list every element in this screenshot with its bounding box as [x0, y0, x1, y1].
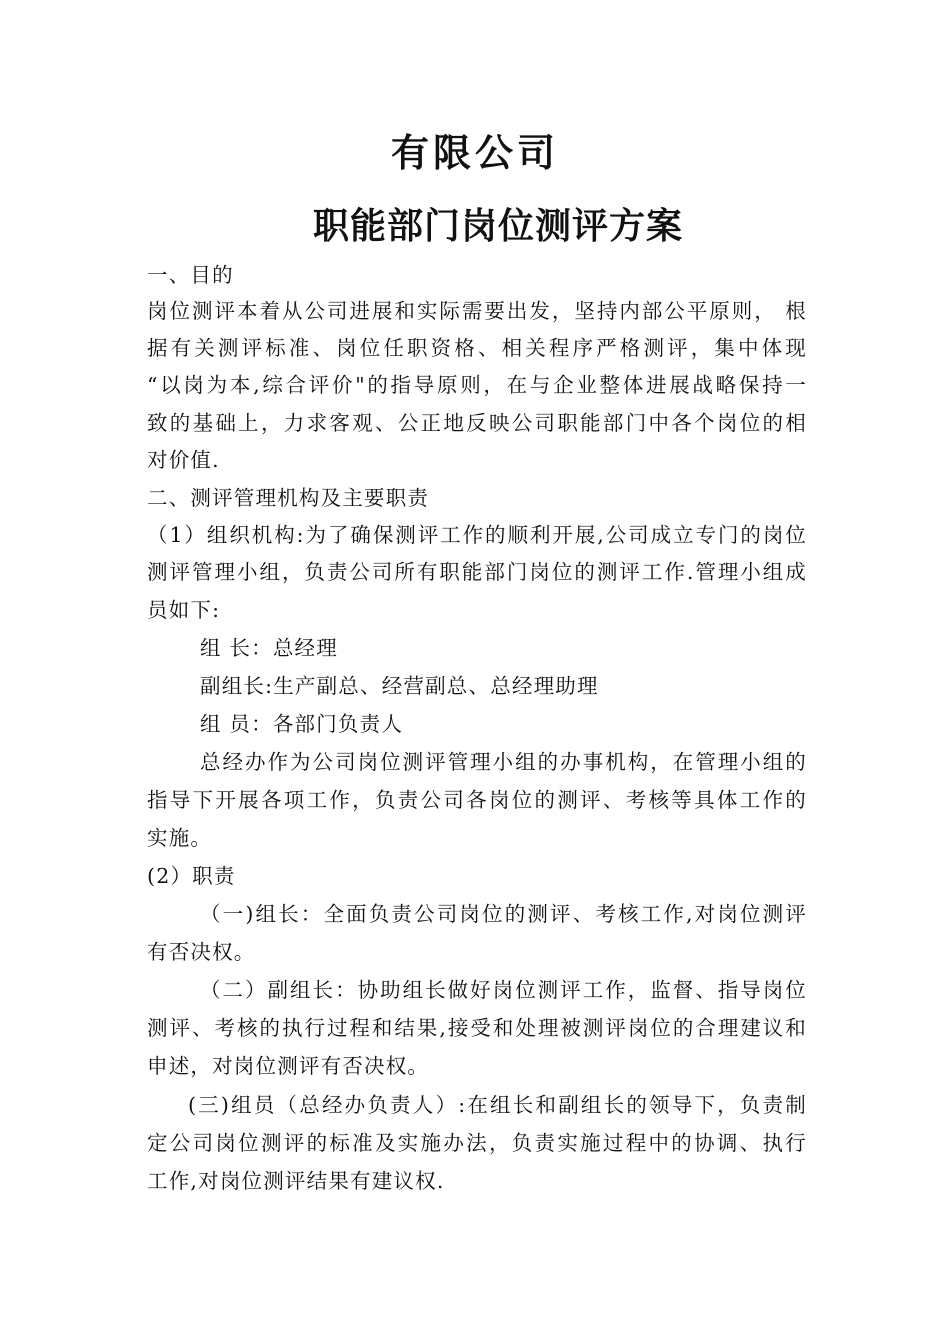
duty-line: （二）副组长：协助组长做好岗位测评工作，监督、指导岗位 [200, 978, 807, 1002]
purpose-line: 致的基础上，力求客观、公正地反映公司职能部门中各个岗位的相 [147, 411, 807, 435]
member-staff: 组 员：各部门负责人 [200, 712, 404, 736]
office-line: 实施。 [147, 826, 213, 850]
purpose-line: 对价值. [147, 448, 220, 472]
section-heading-purpose: 一、目的 [147, 263, 234, 287]
section-heading-organization: 二、测评管理机构及主要职责 [147, 486, 430, 510]
org-line: （1）组织机构:为了确保测评工作的顺利开展,公司成立专门的岗位 [147, 523, 807, 547]
duty-line: 有否决权。 [147, 940, 256, 964]
purpose-line: “以岗为本,综合评价"的指导原则，在与企业整体进展战略保持一 [147, 373, 807, 397]
org-line: 测评管理小组，负责公司所有职能部门岗位的测评工作.管理小组成 [147, 560, 807, 584]
duty-line: 工作,对岗位测评结果有建议权. [147, 1169, 445, 1193]
document-title: 职能部门岗位测评方案 [312, 206, 683, 247]
member-leader: 组 长：总经理 [200, 636, 338, 660]
company-title: 有限公司 [390, 131, 559, 175]
purpose-line: 岗位测评本着从公司进展和实际需要出发，坚持内部公平原则， 根 [147, 299, 807, 323]
duties-heading: (2）职责 [147, 864, 236, 888]
office-line: 指导下开展各项工作，负责公司各岗位的测评、考核等具体工作的 [147, 788, 807, 812]
duty-line: (三)组员（总经办负责人）:在组长和副组长的领导下，负责制 [188, 1093, 807, 1117]
duty-line: （一)组长：全面负责公司岗位的测评、考核工作,对岗位测评 [200, 902, 807, 926]
org-line: 员如下: [147, 598, 221, 622]
purpose-line: 据有关测评标准、岗位任职资格、相关程序严格测评，集中体现 [147, 336, 807, 360]
duty-line: 申述，对岗位测评有否决权。 [147, 1054, 430, 1078]
duty-line: 测评、考核的执行过程和结果,接受和处理被测评岗位的合理建议和 [147, 1016, 807, 1040]
member-deputy: 副组长:生产副总、经营副总、总经理助理 [200, 674, 599, 698]
office-line: 总经办作为公司岗位测评管理小组的办事机构，在管理小组的 [200, 750, 807, 774]
duty-line: 定公司岗位测评的标准及实施办法，负责实施过程中的协调、执行 [147, 1131, 807, 1155]
